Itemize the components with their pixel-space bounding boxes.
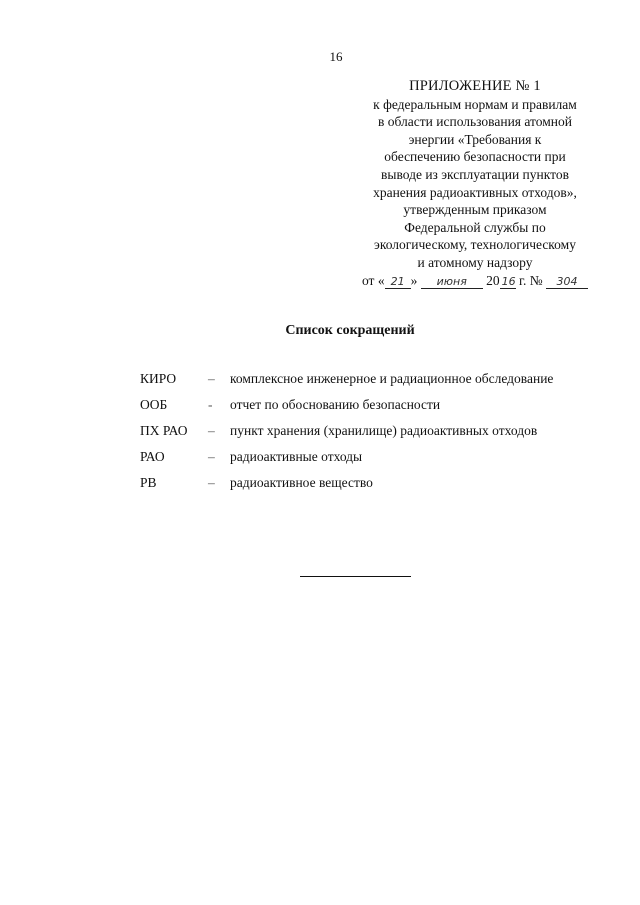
- handwritten-day: 21: [385, 275, 411, 289]
- abbreviation-dash: –: [208, 371, 215, 386]
- abbreviation-dash: –: [208, 449, 215, 464]
- appendix-line: экологическому, технологическому: [374, 237, 576, 253]
- handwritten-month: июня: [421, 275, 483, 289]
- appendix-line: и атомному надзору: [417, 254, 533, 270]
- appendix-line: в области использования атомной: [378, 114, 572, 130]
- appendix-header: [340, 78, 610, 289]
- page-number: 16: [329, 49, 343, 64]
- handwritten-order-number: 304: [546, 275, 588, 289]
- abbreviation-definition: отчет по обоснованию безопасности: [230, 397, 441, 412]
- appendix-line: выводе из эксплуатации пунктов: [381, 166, 569, 182]
- abbreviation-term: РАО: [140, 449, 165, 464]
- appendix-title: ПРИЛОЖЕНИЕ № 1: [409, 78, 541, 94]
- appendix-line: хранения радиоактивных отходов»,: [373, 184, 577, 200]
- abbreviation-definition: пункт хранения (хранилище) радиоактивных отходов: [230, 423, 538, 438]
- order-date-mid: »: [410, 272, 418, 288]
- abbreviation-list: [140, 371, 610, 501]
- appendix-line: утвержденным приказом: [403, 202, 547, 218]
- order-number-prefix: г. №: [518, 272, 543, 288]
- abbreviation-definition: радиоактивные отходы: [230, 449, 363, 464]
- abbreviation-definition: комплексное инженерное и радиационное обследование: [230, 371, 554, 386]
- order-date-prefix: от «: [361, 272, 385, 288]
- appendix-line: энергии «Требования к: [408, 131, 542, 147]
- order-year-prefix: 20: [486, 272, 500, 288]
- abbreviation-term: ООБ: [140, 397, 168, 412]
- abbreviation-row: [140, 371, 610, 397]
- abbreviation-row: [140, 397, 610, 423]
- abbreviation-dash: –: [208, 475, 215, 490]
- appendix-line: к федеральным нормам и правилам: [373, 96, 577, 112]
- handwritten-year: 16: [501, 274, 516, 288]
- abbreviation-dash: –: [208, 423, 215, 438]
- order-date-line: [340, 272, 610, 290]
- appendix-line: Федеральной службы по: [404, 219, 546, 235]
- abbreviation-term: КИРО: [140, 371, 177, 386]
- abbreviation-definition: радиоактивное вещество: [230, 475, 373, 490]
- abbreviation-row: [140, 475, 610, 501]
- abbreviation-term: РВ: [140, 475, 157, 490]
- abbreviation-term: ПХ РАО: [140, 423, 188, 438]
- end-rule-divider: [300, 576, 411, 577]
- appendix-line: обеспечению безопасности при: [384, 149, 566, 165]
- abbreviation-row: [140, 449, 610, 475]
- abbreviation-row: [140, 423, 610, 449]
- section-title: Список сокращений: [285, 323, 415, 338]
- abbreviation-dash: -: [208, 397, 213, 412]
